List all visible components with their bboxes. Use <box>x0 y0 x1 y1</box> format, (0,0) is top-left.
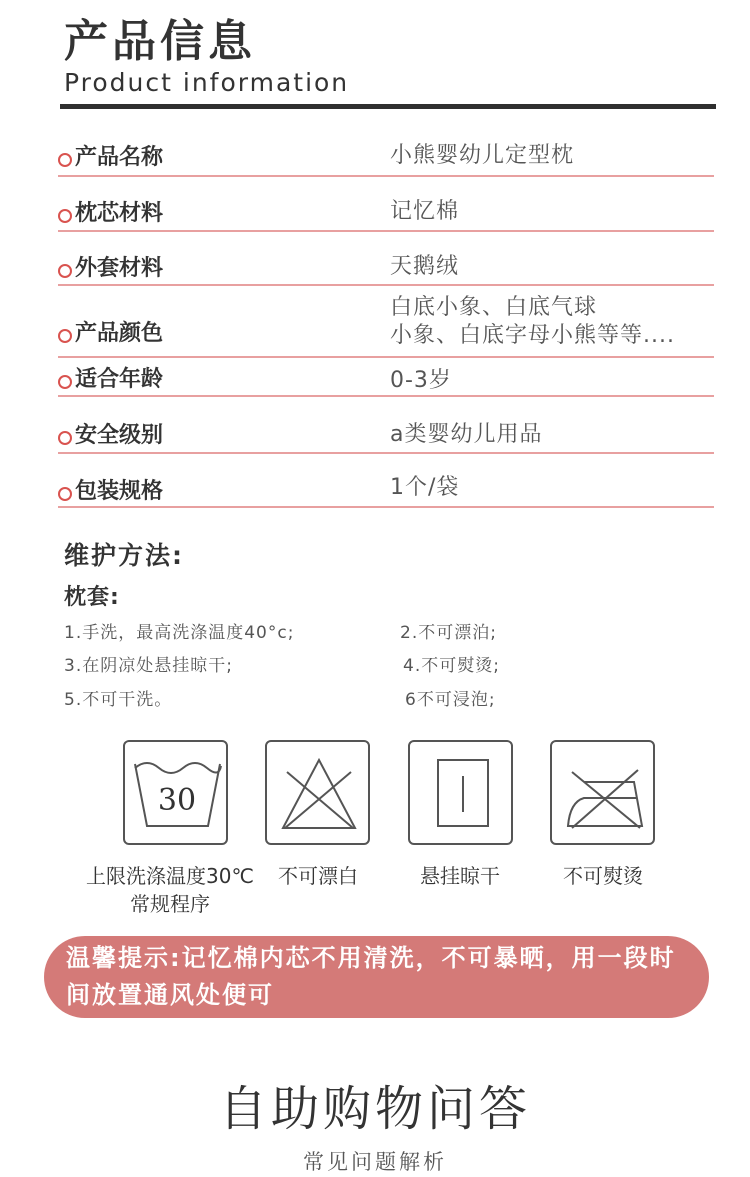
circle-bullet-icon <box>58 153 72 167</box>
info-row-label: 包装规格 <box>58 478 163 506</box>
info-row-label: 产品颜色 <box>58 320 163 348</box>
circle-bullet-icon <box>58 264 72 278</box>
care-item: 5.不可干洗。 <box>64 690 173 710</box>
info-row-value: 1个/袋 <box>390 475 460 500</box>
info-row-label: 枕芯材料 <box>58 200 163 228</box>
care-item: 3.在阴凉处悬挂晾干; <box>64 656 233 676</box>
faq-title: 自助购物问答 <box>218 1081 531 1137</box>
row-divider <box>58 356 714 358</box>
wash-30-caption: 上限洗涤温度30℃ 常规程序 <box>86 864 254 916</box>
info-row-label: 产品名称 <box>58 144 163 172</box>
circle-bullet-icon <box>58 329 72 343</box>
hang-dry-icon <box>408 740 513 845</box>
info-row-label: 外套材料 <box>58 255 163 283</box>
info-row-value: a类婴幼儿用品 <box>390 422 543 447</box>
info-row-value: 天鹅绒 <box>390 254 460 279</box>
tip-text: 温馨提示:记忆棉内芯不用清洗，不可暴晒，用一段时间放置通风处便可 <box>66 944 676 1009</box>
no-iron-icon <box>550 740 655 845</box>
faq-subtitle: 常见问题解析 <box>303 1150 447 1174</box>
page-title: 产品信息 <box>64 16 256 67</box>
care-item: 6不可浸泡; <box>405 690 496 710</box>
row-divider <box>58 395 714 397</box>
no-bleach-icon <box>265 740 370 845</box>
info-row-value: 记忆棉 <box>390 199 460 224</box>
wash-30-icon <box>123 740 228 845</box>
info-row-value: 0-3岁 <box>390 368 452 393</box>
care-item: 4.不可熨烫; <box>403 656 500 676</box>
row-divider <box>58 452 714 454</box>
info-row-value: 白底小象、白底气球 小象、白底字母小熊等等.... <box>390 295 675 348</box>
row-divider <box>58 175 714 177</box>
title-divider <box>60 104 716 109</box>
no-bleach-caption: 不可漂白 <box>278 864 358 888</box>
circle-bullet-icon <box>58 487 72 501</box>
info-row-label: 适合年龄 <box>58 366 163 394</box>
circle-bullet-icon <box>58 431 72 445</box>
info-row-label: 安全级别 <box>58 422 163 450</box>
wash-temperature-number: 30 <box>157 783 197 818</box>
circle-bullet-icon <box>58 209 72 223</box>
care-subtitle: 枕套: <box>64 585 120 610</box>
row-divider <box>58 230 714 232</box>
page-subtitle: Product information <box>64 68 350 97</box>
care-item: 2.不可漂泊; <box>400 623 497 643</box>
no-iron-caption: 不可熨烫 <box>563 864 643 888</box>
hang-dry-caption: 悬挂晾干 <box>420 864 500 888</box>
care-title: 维护方法: <box>64 541 184 570</box>
info-row-value: 小熊婴幼儿定型枕 <box>390 143 575 168</box>
circle-bullet-icon <box>58 375 72 389</box>
row-divider <box>58 506 714 508</box>
care-item: 1.手洗，最高洗涤温度40°c; <box>64 623 295 643</box>
row-divider <box>58 284 714 286</box>
